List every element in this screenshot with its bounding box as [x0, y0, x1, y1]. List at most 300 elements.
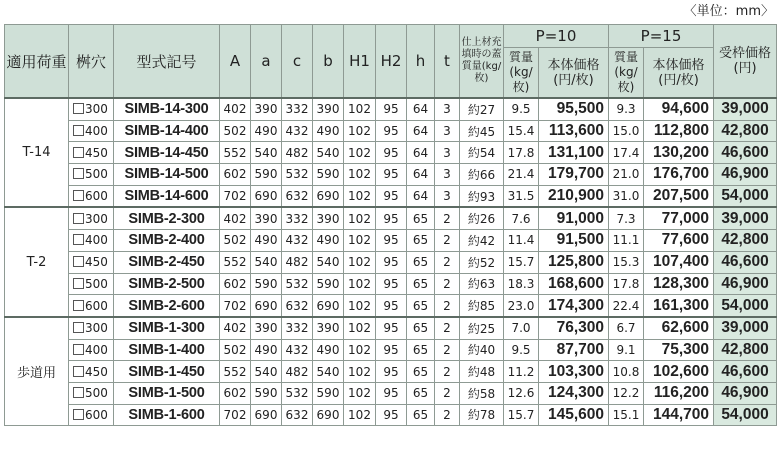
accept-price-cell: 46,600: [714, 142, 777, 164]
p10-mass-cell: 15.4: [504, 120, 539, 142]
header-c: c: [282, 25, 313, 99]
hole-size: 600: [85, 407, 108, 422]
dim-A-cell: 502: [220, 339, 251, 361]
dim-A-cell: 602: [220, 164, 251, 186]
dim-H2-cell: 95: [376, 120, 407, 142]
table-row: [5, 382, 777, 404]
dim-H2-cell: 95: [376, 339, 407, 361]
dim-c-cell: 482: [282, 361, 313, 383]
header-H2: H2: [376, 25, 407, 99]
hole-size-cell: [69, 317, 114, 339]
p15-price-cell: 207,500: [644, 185, 714, 207]
fill-mass-cell: 約85: [460, 295, 504, 317]
dim-H1-cell: 102: [344, 404, 376, 426]
p10-mass-cell: 7.0: [504, 317, 539, 339]
dim-h-cell: 65: [407, 317, 435, 339]
p10-mass-cell: 17.8: [504, 142, 539, 164]
dim-c-cell: 482: [282, 251, 313, 273]
dim-a-cell: 390: [251, 98, 282, 120]
dim-b-cell: 490: [313, 120, 344, 142]
p10-mass-cell: 11.2: [504, 361, 539, 383]
dim-b-cell: 490: [313, 230, 344, 252]
dim-c-cell: 432: [282, 230, 313, 252]
fill-mass-cell: 約48: [460, 361, 504, 383]
dim-b-cell: 690: [313, 185, 344, 207]
header-a: a: [251, 25, 282, 99]
header-p15: P=15: [609, 25, 714, 48]
dim-b-cell: 590: [313, 273, 344, 295]
model-code-cell: SIMB-1-300: [114, 317, 220, 339]
header-p15-price: 本体価格(円/枚): [644, 48, 714, 99]
table-row: [5, 164, 777, 186]
table-row: [5, 185, 777, 207]
p15-mass-cell: 15.1: [609, 404, 644, 426]
p10-mass-cell: 18.3: [504, 273, 539, 295]
dim-c-cell: 632: [282, 404, 313, 426]
dim-A-cell: 402: [220, 98, 251, 120]
p10-price-cell: 145,600: [539, 404, 609, 426]
hole-size-cell: [69, 164, 114, 186]
accept-price-cell: 46,900: [714, 382, 777, 404]
p10-mass-cell: 23.0: [504, 295, 539, 317]
model-code-cell: SIMB-14-400: [114, 120, 220, 142]
p10-price-cell: 174,300: [539, 295, 609, 317]
header-load: 適用荷重: [5, 25, 69, 99]
dim-c-cell: 532: [282, 382, 313, 404]
dim-A-cell: 702: [220, 295, 251, 317]
dim-b-cell: 590: [313, 382, 344, 404]
dim-H2-cell: 95: [376, 98, 407, 120]
header-A: A: [220, 25, 251, 99]
p10-mass-cell: 12.6: [504, 382, 539, 404]
hole-size-cell: [69, 404, 114, 426]
select-checkbox[interactable]: [73, 344, 84, 355]
dim-b-cell: 690: [313, 295, 344, 317]
table-body: [5, 98, 777, 426]
accept-price-cell: 54,000: [714, 295, 777, 317]
dim-A-cell: 502: [220, 230, 251, 252]
dim-t-cell: 3: [435, 120, 460, 142]
header-p15-mass: 質量(kg/枚): [609, 48, 644, 99]
dim-b-cell: 590: [313, 164, 344, 186]
hole-size: 300: [85, 211, 108, 226]
dim-A-cell: 402: [220, 207, 251, 229]
dim-t-cell: 2: [435, 339, 460, 361]
hole-size: 500: [85, 167, 108, 182]
model-code-cell: SIMB-14-600: [114, 185, 220, 207]
p15-mass-cell: 10.8: [609, 361, 644, 383]
fill-mass-cell: 約58: [460, 382, 504, 404]
p15-mass-cell: 15.3: [609, 251, 644, 273]
table-row: [5, 230, 777, 252]
accept-price-cell: 46,600: [714, 361, 777, 383]
model-code-cell: SIMB-14-300: [114, 98, 220, 120]
dim-H2-cell: 95: [376, 142, 407, 164]
dim-h-cell: 65: [407, 251, 435, 273]
dim-H2-cell: 95: [376, 251, 407, 273]
dim-a-cell: 490: [251, 230, 282, 252]
dim-H2-cell: 95: [376, 361, 407, 383]
header-p10-mass: 質量(kg/枚): [504, 48, 539, 99]
dim-A-cell: 552: [220, 251, 251, 273]
hole-size: 600: [85, 189, 108, 204]
hole-size: 300: [85, 102, 108, 117]
dim-a-cell: 540: [251, 251, 282, 273]
hole-size: 400: [85, 342, 108, 357]
p10-mass-cell: 9.5: [504, 98, 539, 120]
hole-size: 400: [85, 233, 108, 248]
dim-h-cell: 65: [407, 207, 435, 229]
dim-H2-cell: 95: [376, 295, 407, 317]
dim-H1-cell: 102: [344, 185, 376, 207]
header-H1: H1: [344, 25, 376, 99]
p10-mass-cell: 7.6: [504, 207, 539, 229]
dim-H2-cell: 95: [376, 185, 407, 207]
dim-t-cell: 3: [435, 98, 460, 120]
p15-mass-cell: 9.1: [609, 339, 644, 361]
dim-t-cell: 2: [435, 273, 460, 295]
p15-mass-cell: 21.0: [609, 164, 644, 186]
hole-size: 500: [85, 276, 108, 291]
dim-H1-cell: 102: [344, 207, 376, 229]
dim-t-cell: 2: [435, 317, 460, 339]
p15-price-cell: 77,600: [644, 230, 714, 252]
accept-price-cell: 39,000: [714, 207, 777, 229]
select-checkbox[interactable]: [73, 125, 84, 136]
p15-price-cell: 128,300: [644, 273, 714, 295]
dim-h-cell: 64: [407, 164, 435, 186]
header-p10: P=10: [504, 25, 609, 48]
p15-price-cell: 107,400: [644, 251, 714, 273]
table-row: [5, 273, 777, 295]
p10-price-cell: 91,500: [539, 230, 609, 252]
dim-a-cell: 390: [251, 207, 282, 229]
select-checkbox[interactable]: [73, 278, 84, 289]
p15-price-cell: 102,600: [644, 361, 714, 383]
accept-price-cell: 39,000: [714, 98, 777, 120]
dim-H2-cell: 95: [376, 207, 407, 229]
dim-c-cell: 532: [282, 164, 313, 186]
select-checkbox[interactable]: [73, 190, 84, 201]
dim-H2-cell: 95: [376, 164, 407, 186]
dim-H2-cell: 95: [376, 273, 407, 295]
table-row: [5, 120, 777, 142]
model-code-cell: SIMB-1-600: [114, 404, 220, 426]
dim-a-cell: 540: [251, 361, 282, 383]
p15-mass-cell: 9.3: [609, 98, 644, 120]
dim-H2-cell: 95: [376, 382, 407, 404]
dim-A-cell: 702: [220, 404, 251, 426]
dim-c-cell: 532: [282, 273, 313, 295]
p10-mass-cell: 11.4: [504, 230, 539, 252]
accept-price-cell: 42,800: [714, 339, 777, 361]
model-code-cell: SIMB-2-300: [114, 207, 220, 229]
dim-A-cell: 502: [220, 120, 251, 142]
hole-size: 400: [85, 124, 108, 139]
dim-c-cell: 332: [282, 98, 313, 120]
p15-price-cell: 62,600: [644, 317, 714, 339]
p10-price-cell: 76,300: [539, 317, 609, 339]
model-code-cell: SIMB-2-400: [114, 230, 220, 252]
p15-mass-cell: 7.3: [609, 207, 644, 229]
p10-price-cell: 179,700: [539, 164, 609, 186]
fill-mass-cell: 約54: [460, 142, 504, 164]
dim-t-cell: 3: [435, 185, 460, 207]
hole-size: 450: [85, 255, 108, 270]
dim-H1-cell: 102: [344, 273, 376, 295]
dim-a-cell: 590: [251, 164, 282, 186]
dim-h-cell: 64: [407, 98, 435, 120]
select-checkbox[interactable]: [73, 168, 84, 179]
dim-a-cell: 390: [251, 317, 282, 339]
table-header: [5, 25, 777, 99]
fill-mass-cell: 約26: [460, 207, 504, 229]
dim-h-cell: 64: [407, 142, 435, 164]
header-h: h: [407, 25, 435, 99]
dim-H2-cell: 95: [376, 404, 407, 426]
p10-price-cell: 91,000: [539, 207, 609, 229]
dim-t-cell: 2: [435, 207, 460, 229]
unit-note: 〈単位：mm〉: [683, 4, 774, 19]
table-row: [5, 404, 777, 426]
dim-t-cell: 3: [435, 142, 460, 164]
model-code-cell: SIMB-1-400: [114, 339, 220, 361]
dim-b-cell: 540: [313, 361, 344, 383]
dim-a-cell: 490: [251, 339, 282, 361]
dim-c-cell: 332: [282, 317, 313, 339]
dim-h-cell: 65: [407, 295, 435, 317]
hole-size: 300: [85, 321, 108, 336]
p15-price-cell: 77,000: [644, 207, 714, 229]
fill-mass-cell: 約66: [460, 164, 504, 186]
hole-size-cell: [69, 230, 114, 252]
dim-H1-cell: 102: [344, 295, 376, 317]
load-class-cell: 歩道用: [5, 317, 69, 426]
dim-c-cell: 432: [282, 339, 313, 361]
p15-mass-cell: 6.7: [609, 317, 644, 339]
hole-size-cell: [69, 98, 114, 120]
dim-a-cell: 690: [251, 295, 282, 317]
dim-t-cell: 2: [435, 404, 460, 426]
accept-price-cell: 39,000: [714, 317, 777, 339]
hole-size-cell: [69, 295, 114, 317]
product-spec-table: [4, 24, 777, 426]
hole-size-cell: [69, 361, 114, 383]
dim-H1-cell: 102: [344, 98, 376, 120]
dim-H2-cell: 95: [376, 317, 407, 339]
p15-price-cell: 161,300: [644, 295, 714, 317]
dim-h-cell: 65: [407, 404, 435, 426]
header-p10-price: 本体価格(円/枚): [539, 48, 609, 99]
fill-mass-cell: 約25: [460, 317, 504, 339]
header-model: 型式記号: [114, 25, 220, 99]
dim-b-cell: 390: [313, 207, 344, 229]
dim-b-cell: 540: [313, 142, 344, 164]
dim-t-cell: 3: [435, 164, 460, 186]
select-checkbox[interactable]: [73, 234, 84, 245]
hole-size-cell: [69, 185, 114, 207]
dim-a-cell: 590: [251, 273, 282, 295]
dim-H1-cell: 102: [344, 142, 376, 164]
accept-price-cell: 42,800: [714, 230, 777, 252]
header-b: b: [313, 25, 344, 99]
table-row: [5, 142, 777, 164]
p15-mass-cell: 12.2: [609, 382, 644, 404]
dim-A-cell: 552: [220, 142, 251, 164]
dim-t-cell: 2: [435, 230, 460, 252]
hole-size-cell: [69, 339, 114, 361]
accept-price-cell: 46,900: [714, 164, 777, 186]
dim-H2-cell: 95: [376, 230, 407, 252]
dim-h-cell: 65: [407, 339, 435, 361]
p15-mass-cell: 22.4: [609, 295, 644, 317]
select-checkbox[interactable]: [73, 147, 84, 158]
table-row: [5, 361, 777, 383]
dim-t-cell: 2: [435, 251, 460, 273]
dim-H1-cell: 102: [344, 382, 376, 404]
dim-c-cell: 432: [282, 120, 313, 142]
p10-price-cell: 87,700: [539, 339, 609, 361]
p15-price-cell: 75,300: [644, 339, 714, 361]
hole-size-cell: [69, 273, 114, 295]
p15-price-cell: 112,800: [644, 120, 714, 142]
select-checkbox[interactable]: [73, 409, 84, 420]
fill-mass-cell: 約93: [460, 185, 504, 207]
dim-A-cell: 402: [220, 317, 251, 339]
p15-price-cell: 94,600: [644, 98, 714, 120]
fill-mass-cell: 約45: [460, 120, 504, 142]
p15-price-cell: 144,700: [644, 404, 714, 426]
p10-mass-cell: 15.7: [504, 251, 539, 273]
dim-c-cell: 632: [282, 185, 313, 207]
dim-b-cell: 690: [313, 404, 344, 426]
dim-a-cell: 490: [251, 120, 282, 142]
dim-h-cell: 64: [407, 185, 435, 207]
dim-a-cell: 690: [251, 185, 282, 207]
dim-t-cell: 2: [435, 382, 460, 404]
hole-size: 500: [85, 386, 108, 401]
hole-size-cell: [69, 382, 114, 404]
table-row: [5, 317, 777, 339]
p15-mass-cell: 15.0: [609, 120, 644, 142]
hole-size-cell: [69, 251, 114, 273]
dim-H1-cell: 102: [344, 317, 376, 339]
dim-a-cell: 590: [251, 382, 282, 404]
p10-price-cell: 95,500: [539, 98, 609, 120]
select-checkbox[interactable]: [73, 322, 84, 333]
p15-price-cell: 116,200: [644, 382, 714, 404]
p10-price-cell: 131,100: [539, 142, 609, 164]
p10-price-cell: 125,800: [539, 251, 609, 273]
select-checkbox[interactable]: [73, 387, 84, 398]
accept-price-cell: 46,600: [714, 251, 777, 273]
select-checkbox[interactable]: [73, 213, 84, 224]
dim-h-cell: 65: [407, 273, 435, 295]
hole-size-cell: [69, 142, 114, 164]
hole-size: 600: [85, 298, 108, 313]
select-checkbox[interactable]: [73, 366, 84, 377]
model-code-cell: SIMB-2-450: [114, 251, 220, 273]
header-hole: 桝穴: [69, 25, 114, 99]
dim-b-cell: 390: [313, 317, 344, 339]
table-row: [5, 207, 777, 229]
p15-mass-cell: 17.8: [609, 273, 644, 295]
dim-h-cell: 65: [407, 361, 435, 383]
table-row: [5, 295, 777, 317]
dim-h-cell: 65: [407, 382, 435, 404]
fill-mass-cell: 約42: [460, 230, 504, 252]
p15-price-cell: 176,700: [644, 164, 714, 186]
dim-A-cell: 602: [220, 382, 251, 404]
model-code-cell: SIMB-14-450: [114, 142, 220, 164]
accept-price-cell: 46,900: [714, 273, 777, 295]
dim-b-cell: 490: [313, 339, 344, 361]
select-checkbox[interactable]: [73, 300, 84, 311]
hole-size: 450: [85, 364, 108, 379]
fill-mass-cell: 約27: [460, 98, 504, 120]
accept-price-cell: 54,000: [714, 404, 777, 426]
hole-size-cell: [69, 120, 114, 142]
dim-c-cell: 482: [282, 142, 313, 164]
dim-a-cell: 690: [251, 404, 282, 426]
accept-price-cell: 42,800: [714, 120, 777, 142]
dim-t-cell: 2: [435, 361, 460, 383]
dim-H1-cell: 102: [344, 361, 376, 383]
p10-price-cell: 103,300: [539, 361, 609, 383]
header-fill-mass: 仕上材充填時の蓋質量(kg/枚): [460, 25, 504, 99]
load-class-cell: T-2: [5, 207, 69, 316]
p10-mass-cell: 9.5: [504, 339, 539, 361]
table-row: [5, 251, 777, 273]
model-code-cell: SIMB-2-600: [114, 295, 220, 317]
dim-H1-cell: 102: [344, 120, 376, 142]
dim-b-cell: 540: [313, 251, 344, 273]
dim-t-cell: 2: [435, 295, 460, 317]
dim-A-cell: 702: [220, 185, 251, 207]
hole-size-cell: [69, 207, 114, 229]
dim-h-cell: 65: [407, 230, 435, 252]
table-row: [5, 98, 777, 120]
dim-H1-cell: 102: [344, 230, 376, 252]
dim-c-cell: 632: [282, 295, 313, 317]
p10-price-cell: 113,600: [539, 120, 609, 142]
dim-h-cell: 64: [407, 120, 435, 142]
dim-H1-cell: 102: [344, 164, 376, 186]
fill-mass-cell: 約52: [460, 251, 504, 273]
p10-price-cell: 168,600: [539, 273, 609, 295]
header-accept-price: 受枠価格(円): [714, 25, 777, 99]
p15-mass-cell: 17.4: [609, 142, 644, 164]
fill-mass-cell: 約40: [460, 339, 504, 361]
p15-mass-cell: 31.0: [609, 185, 644, 207]
p10-mass-cell: 21.4: [504, 164, 539, 186]
accept-price-cell: 54,000: [714, 185, 777, 207]
hole-size: 450: [85, 145, 108, 160]
select-checkbox[interactable]: [73, 256, 84, 267]
fill-mass-cell: 約63: [460, 273, 504, 295]
select-checkbox[interactable]: [73, 103, 84, 114]
table-row: [5, 339, 777, 361]
p15-price-cell: 130,200: [644, 142, 714, 164]
model-code-cell: SIMB-1-450: [114, 361, 220, 383]
p10-mass-cell: 15.7: [504, 404, 539, 426]
dim-a-cell: 540: [251, 142, 282, 164]
model-code-cell: SIMB-14-500: [114, 164, 220, 186]
dim-A-cell: 552: [220, 361, 251, 383]
dim-c-cell: 332: [282, 207, 313, 229]
dim-A-cell: 602: [220, 273, 251, 295]
dim-H1-cell: 102: [344, 251, 376, 273]
